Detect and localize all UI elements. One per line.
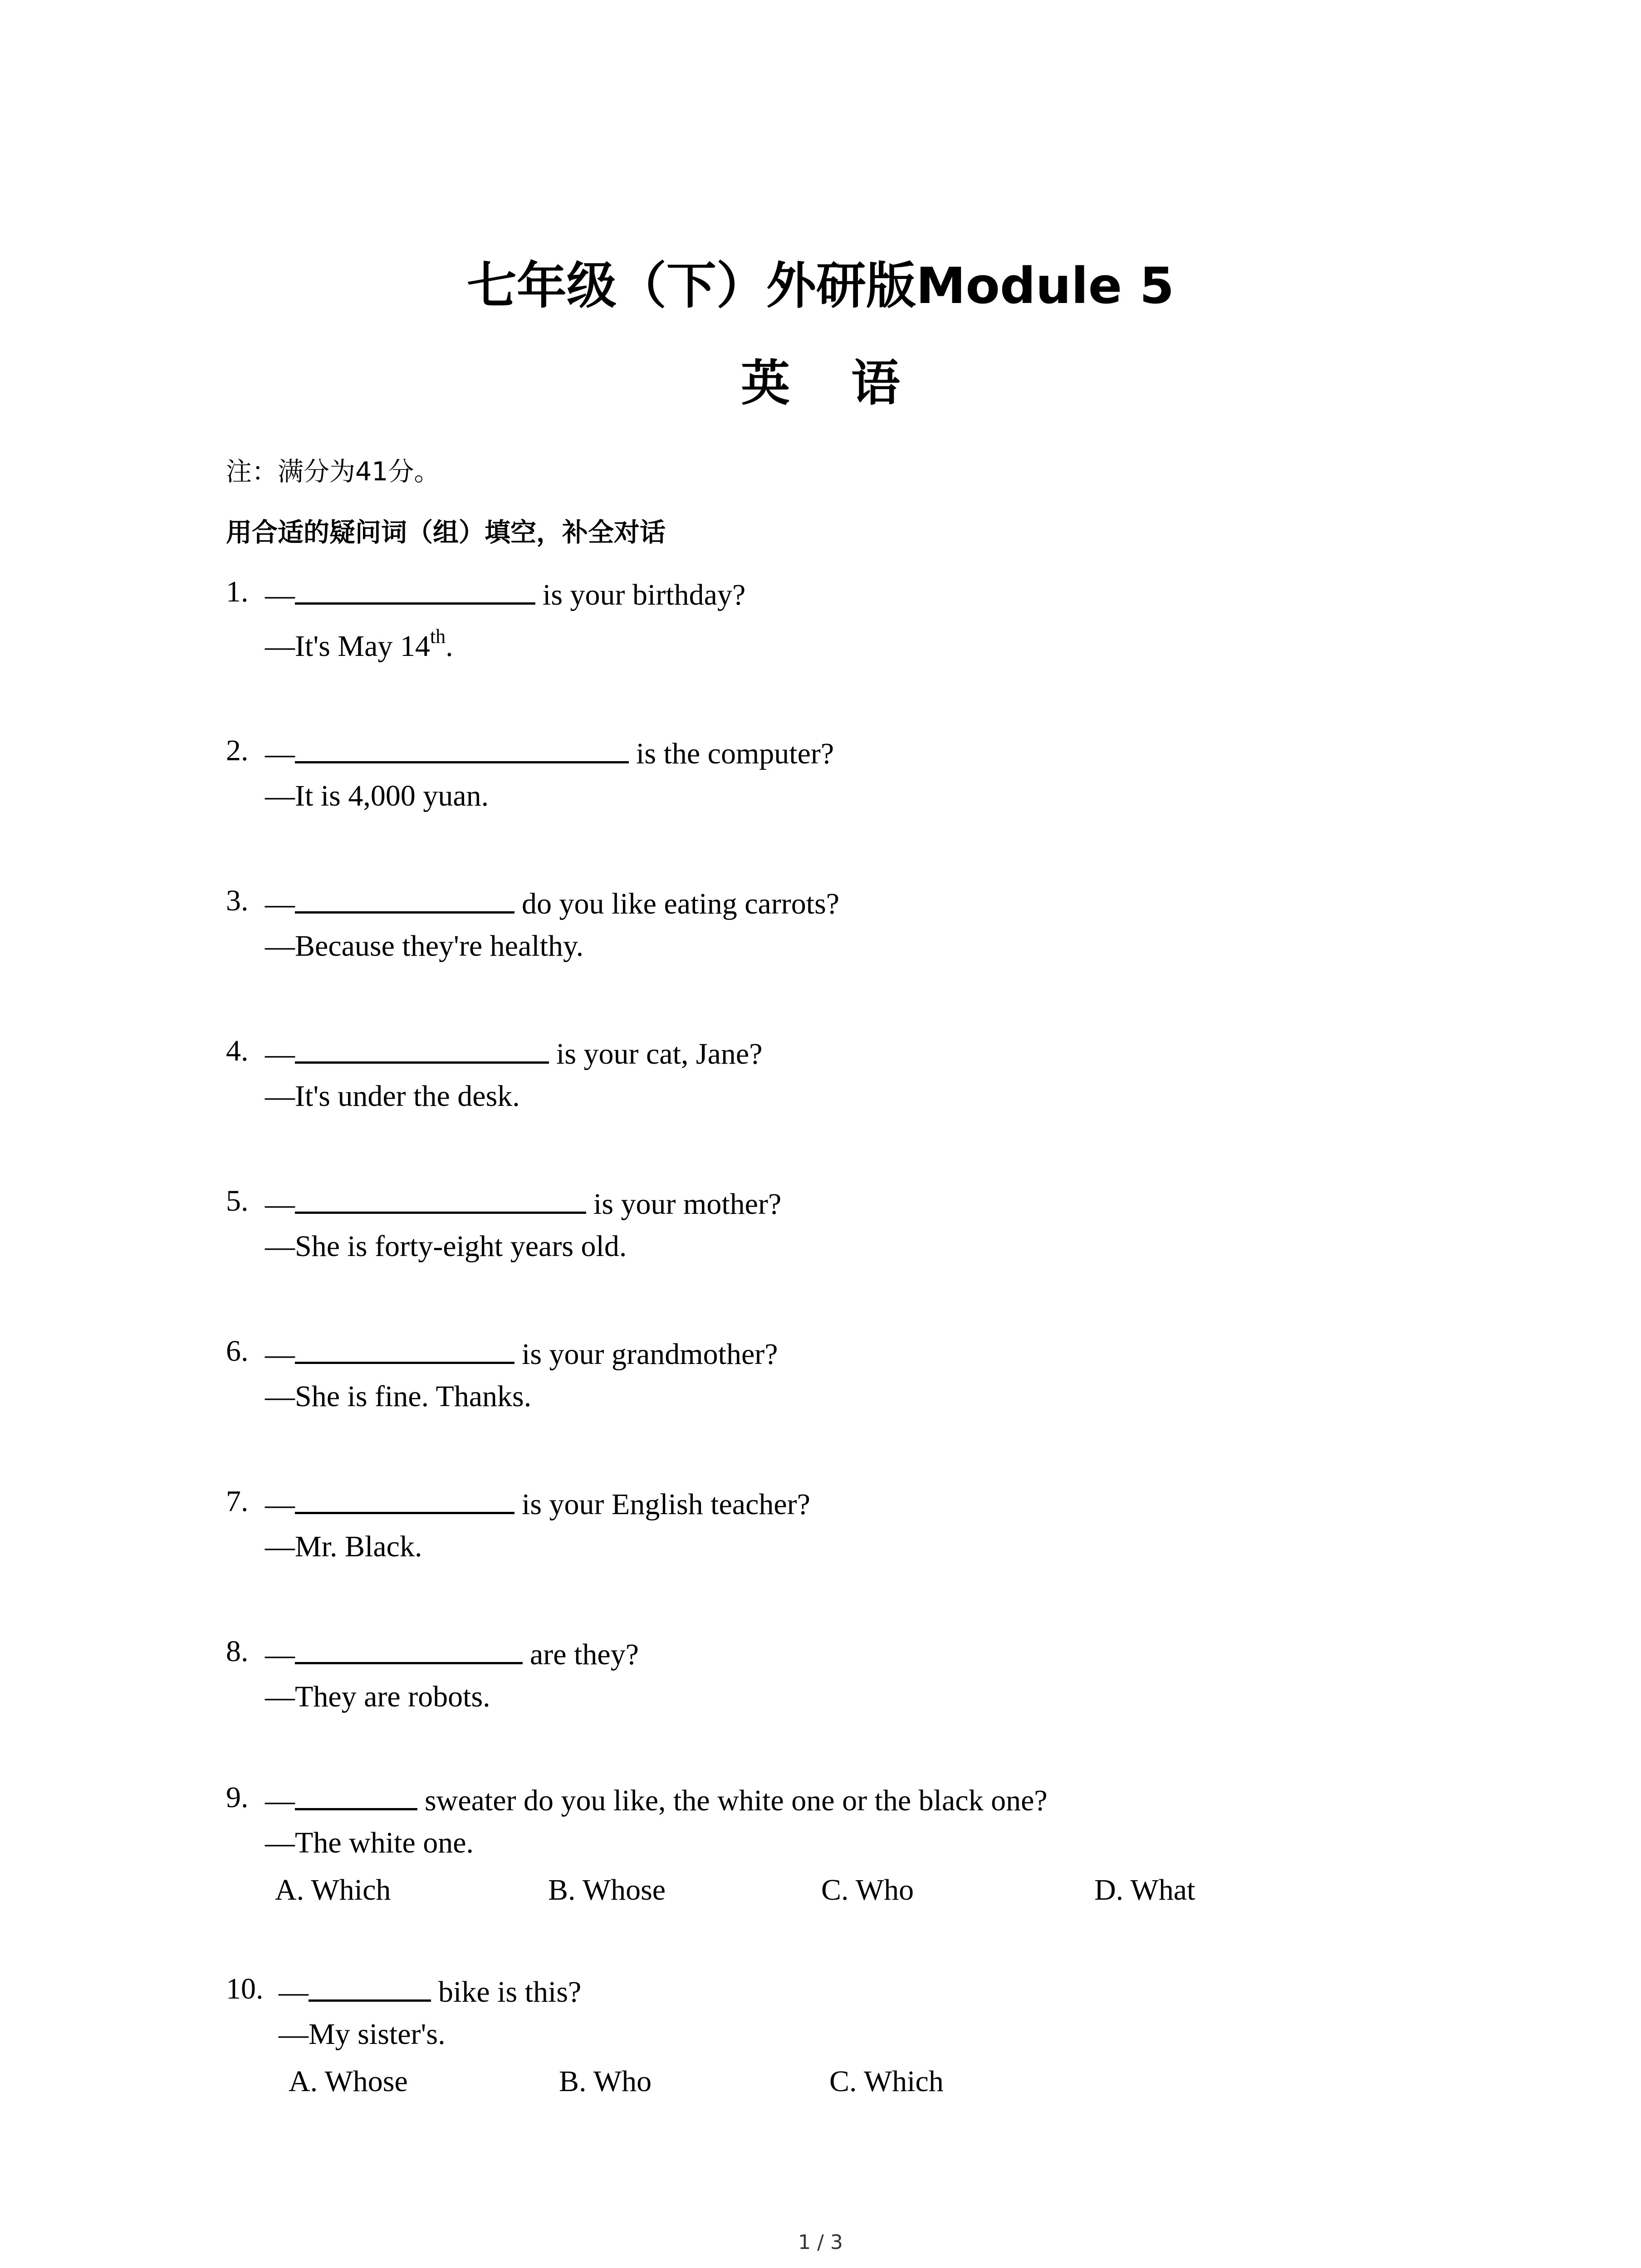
- question-number: 3.: [226, 884, 249, 917]
- question-number: 6.: [226, 1334, 249, 1368]
- answer-blank[interactable]: [295, 572, 535, 605]
- question-text: is your birthday?: [543, 578, 746, 611]
- answer-blank[interactable]: [295, 731, 629, 763]
- question-text: sweater do you like, the white one or the black one?: [425, 1784, 1048, 1817]
- dash: —: [265, 1638, 295, 1671]
- question-number: 9.: [226, 1781, 249, 1814]
- dash: —: [265, 1037, 295, 1070]
- page-subtitle: 英 语: [741, 355, 922, 412]
- dash: —: [265, 1188, 295, 1221]
- question-text: is the computer?: [636, 737, 834, 770]
- option-a[interactable]: A. Whose: [289, 2065, 408, 2098]
- answer-5: —She is forty-eight years old.: [265, 1230, 627, 1263]
- option-d[interactable]: D. What: [1094, 1873, 1195, 1906]
- answer-text: —It's May 14: [265, 630, 430, 663]
- option-b[interactable]: B. Who: [559, 2065, 652, 2098]
- answer-9: —The white one.: [265, 1826, 474, 1859]
- answer-superscript: th: [430, 625, 446, 648]
- question-text: is your English teacher?: [522, 1488, 810, 1521]
- dash: —: [265, 1338, 295, 1371]
- page-number: 1 / 3: [798, 2231, 843, 2254]
- question-text: do you like eating carrots?: [522, 887, 840, 920]
- answer-4: —It's under the desk.: [265, 1080, 520, 1113]
- answer-blank[interactable]: [295, 1031, 549, 1064]
- dash: —: [265, 578, 295, 611]
- answer-blank[interactable]: [295, 1182, 586, 1214]
- question-text: bike is this?: [438, 1975, 582, 2009]
- answer-blank[interactable]: [295, 1332, 514, 1364]
- question-number: 5.: [226, 1184, 249, 1217]
- dash: —: [279, 1975, 309, 2009]
- answer-blank[interactable]: [309, 1970, 431, 2002]
- answer-end: .: [446, 630, 453, 663]
- answer-6: —She is fine. Thanks.: [265, 1380, 532, 1413]
- section-heading: 用合适的疑问词（组）填空，补全对话: [226, 518, 666, 547]
- dash: —: [265, 737, 295, 770]
- option-b[interactable]: B. Whose: [548, 1873, 666, 1906]
- question-number: 8.: [226, 1635, 249, 1668]
- question-number: 1.: [226, 575, 249, 608]
- answer-2: —It is 4,000 yuan.: [265, 779, 489, 812]
- question-text: is your cat, Jane?: [556, 1037, 763, 1070]
- dash: —: [265, 1488, 295, 1521]
- question-number: 4.: [226, 1034, 249, 1067]
- answer-blank[interactable]: [295, 1778, 417, 1810]
- option-c[interactable]: C. Who: [821, 1873, 914, 1906]
- option-a[interactable]: A. Which: [275, 1873, 391, 1906]
- answer-blank[interactable]: [295, 881, 514, 914]
- page-title: 七年级（下）外研版Module 5: [466, 257, 1175, 315]
- answer-10: —My sister's.: [279, 2018, 446, 2051]
- question-text: is your grandmother?: [522, 1338, 778, 1371]
- answer-blank[interactable]: [295, 1482, 514, 1514]
- question-number: 7.: [226, 1485, 249, 1518]
- score-note: 注：满分为41分。: [226, 457, 440, 487]
- answer-8: —They are robots.: [265, 1680, 490, 1713]
- question-text: is your mother?: [593, 1188, 782, 1221]
- question-text: are they?: [530, 1638, 639, 1671]
- question-number: 2.: [226, 734, 249, 767]
- dash: —: [265, 887, 295, 920]
- answer-1: [265, 627, 453, 666]
- answer-3: —Because they're healthy.: [265, 929, 584, 963]
- option-c[interactable]: C. Which: [829, 2065, 944, 2098]
- answer-7: —Mr. Black.: [265, 1530, 422, 1563]
- dash: —: [265, 1784, 295, 1817]
- question-number: 10.: [226, 1972, 264, 2005]
- answer-blank[interactable]: [295, 1632, 523, 1664]
